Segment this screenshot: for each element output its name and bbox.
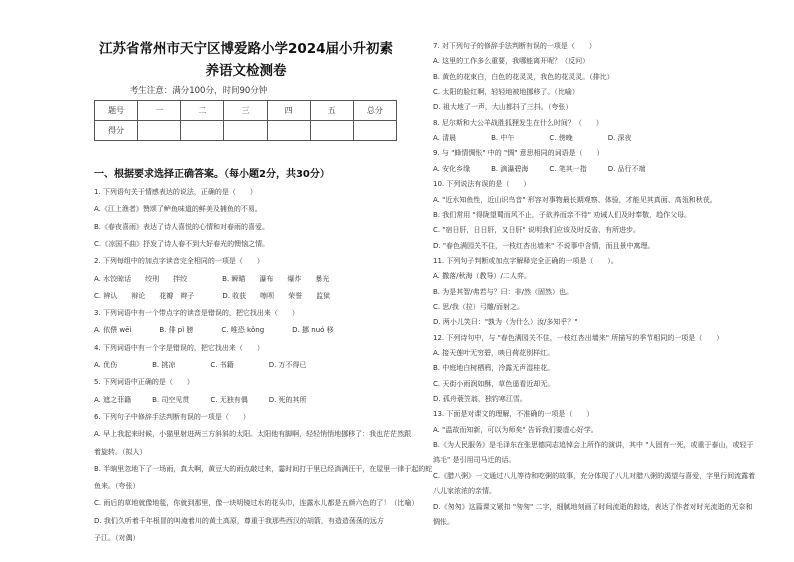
question-line: B. 黄色的花束白，白色的花灵灵，我色的花灵灵。（排比） xyxy=(433,72,614,81)
score-cell xyxy=(138,121,181,141)
question-line: A. 安化乡缘 B. 滴瀑碧海 C. 笔其一指 D. 品行不端 xyxy=(433,164,646,173)
question-line: A. 撒落/秋海（教导）/二人弈。 xyxy=(433,272,531,281)
question-line: C.《腊八粥》一文通过八儿等待和吃粥的故事，充分体现了八儿对腊八粥的渴望与喜爱，字里行间流露着 xyxy=(433,471,756,480)
question-line: D. 祖大地了一声，大山都抖了三抖。（夸张） xyxy=(433,103,573,112)
question-line: D. 我们久听着千年根冒的叫淹着川的黄土高原，尊重于我那些西汉的胡箭，有造造荡荡的远方 xyxy=(94,516,384,525)
question-line: D. 两小儿笑曰："孰为（为什么）汝/多知乎？" xyxy=(433,318,578,327)
exam-notice: 考生注意：满分100分，时间90分钟 xyxy=(129,86,268,96)
question-line: B.《春夜喜雨》表达了诗人喜悦的心情和对春雨的喜爱。 xyxy=(94,222,270,231)
question-line: A. 遮之菲籍 B. 司空见贯 C. 无独有偶 D. 死的其所 xyxy=(94,395,307,404)
question-line: B. 为是其智/弗若与？曰：非/然（固然）也。 xyxy=(433,287,573,296)
score-header-cell: 四 xyxy=(267,101,310,121)
question-line: A. "温故而知新，可以为师矣" 告诉我们要虚心好学。 xyxy=(433,425,598,434)
question-line: 着旋转。（拟人） xyxy=(94,447,147,456)
question-line: 6. 下列句子中修辞手法判断有误的一项是（ ） xyxy=(94,412,250,421)
question-line: C. 思/我（拉）弓雕/而射之。 xyxy=(433,302,525,311)
score-header-cell: 二 xyxy=(181,101,224,121)
question-line: D.《匆匆》这篇课文紧扣 "匆匆" 二字，细腻地刻画了时间流逝的踪迹，表达了作者对时光流逝的无奈和 xyxy=(433,502,753,511)
score-table-header-row xyxy=(95,101,397,121)
score-header-cell: 五 xyxy=(310,101,353,121)
question-line: B.《为人民服务》是毛泽东在张思德同志追悼会上所作的演讲，其中 "人固有一死，或重于泰山，或轻于 xyxy=(433,441,754,450)
score-table xyxy=(94,100,397,141)
score-header-cell: 一 xyxy=(138,101,181,121)
question-line: 13. 下面是对课文的理解，不准确的一项是（ ） xyxy=(433,410,594,419)
question-line: C.《凉国不曲》抒发了诗人春不到大好春光的懊恼之情。 xyxy=(94,239,270,248)
question-line: 子江。（对偶） xyxy=(94,534,140,542)
question-line: 7. 对下列句子的修辞手法判断有误的一项是（ ） xyxy=(433,42,596,50)
question-line: A. 这里的工作多么重要，我哪能离开呢？（反问） xyxy=(433,57,590,66)
question-line: B. 中庭地白树栖鸦，冷露无声湿桂花。 xyxy=(433,364,555,373)
score-cell xyxy=(181,121,224,141)
question-line: C. "宿日肝，日日肝，又日肝" 说明我们应该及时反省、有所进步。 xyxy=(433,226,641,235)
question-line: A. 清晨 B. 中午 C. 傍晚 D. 深夜 xyxy=(433,134,632,143)
question-line: D. 孤舟蓑笠翁，独钓寒江雪。 xyxy=(433,395,527,404)
score-row-label: 得分 xyxy=(95,121,138,141)
score-header-cell: 总分 xyxy=(353,101,396,121)
question-line: 12. 下列诗句中，与 "春色满园关不住，一枝红杏出墙来" 所描写的季节相同的一项是（ ） xyxy=(433,333,724,342)
question-line: 3. 下列词语中有一个带点字的读音是错误的，把它找出来（ ） xyxy=(94,309,299,318)
question-line: A. 水饺晾话 绞刑 拌绞 B. 瞬瞄 瀑布 爆炸 暴光 xyxy=(94,274,330,283)
question-line: 惆怅。 xyxy=(433,517,454,526)
question-line: B. 半晌里忽地下了一场雨，真大啊，黄豆大的雨点敲过来，霎时间打于里已经淌满汪干，在屋里一律于起的蛇 xyxy=(94,464,433,473)
score-table-score-row xyxy=(95,121,397,141)
question-line: C. 雨后的草地就像地毯，你就到那里，像一块明镜过水的花头巾，连露水儿都是五颜六色的了！（比喻） xyxy=(94,499,419,508)
section-heading: 一、根据要求选择正确答案。（每小题2分，共30分） xyxy=(94,169,330,180)
question-line: 1. 下列语句关于情感表达的说法，正确的是（ ） xyxy=(94,188,257,196)
question-line: A. 优伤 B. 挑凉 C. 书籍 D. 万不得已 xyxy=(94,361,307,369)
question-line: 9. 与 "蜂情惆怅" 中的 "惆" 意思相同的词语是（ ） xyxy=(433,149,604,158)
score-cell xyxy=(267,121,310,141)
question-line: 4. 下列词语中有一个字是错误的，把它找出来（ ） xyxy=(94,343,264,352)
question-line: A. "近水知鱼性，近山识鸟音" 形容对事物最长期观察、体验，才能见其真面、高瓴和秋茯。 xyxy=(433,195,717,204)
exam-title: 江苏省常州市天宁区博爱路小学2024届小升初素养语文检测卷 xyxy=(98,41,394,79)
question-line: 8. 尼尔斯和大公羊战胜狐狸发生在什么时间？（ ） xyxy=(433,118,603,127)
question-line: 八儿家浓浓的亲情。 xyxy=(433,487,496,496)
question-line: 鱼来。（夸张） xyxy=(94,482,140,491)
question-line: 2. 下列每组中的加点字读音完全相同的一项是（ ） xyxy=(94,257,264,266)
question-line: B. 我们常用 "得陇望蜀而风不止，子欲养而亲不待" 劝诫人们及时奉敬，趋作父母。 xyxy=(433,210,692,219)
question-line: A. 依偎 wēi B. 俳 pǐ 膀 C. 唯恐 kǒng D. 挪 nuó 移 xyxy=(94,326,334,335)
question-line: 11. 下列句子判断或加点字解释完全正确的一项是（ ）。 xyxy=(433,256,618,265)
question-line: C. 天街小雨润如酥，草色遥看近却无。 xyxy=(433,379,555,388)
question-line: D. "春色满园关不住，一枝红杏出墙来" 不说事中含情，而且景中寓理。 xyxy=(433,241,655,250)
score-header-cell: 三 xyxy=(224,101,267,121)
score-cell xyxy=(224,121,267,141)
score-cell xyxy=(310,121,353,141)
question-line: C. 辨认 辩论 花瓣 辫子 D. 收获 嚓呗 荣誉 监狱 xyxy=(94,291,331,300)
question-line: 10. 下列说法有误的是（ ） xyxy=(433,180,531,189)
question-line: A. 早上我起来时候，小猫里射进两三方斜斜的太阳。太阳他有脚啊，轻轻悄悄地挪移了：我也茫茫然跟 xyxy=(94,430,412,439)
question-line: A.《江上渔者》赞颂了鲈鱼味道的鲜美及捕鱼的不易。 xyxy=(94,205,262,214)
question-line: C. 太阳的脸红啊，轻轻地被地挪移了。（比喻） xyxy=(433,88,579,97)
score-cell xyxy=(353,121,396,141)
question-line: A. 接天莲叶无穷碧，映日荷花别样红。 xyxy=(433,349,555,357)
score-header-cell: 题号 xyxy=(95,101,138,121)
question-line: 5. 下列词语中正确的是（ ） xyxy=(94,378,194,387)
question-line: 鸿毛" 是引用司马迁的话。 xyxy=(433,456,516,465)
